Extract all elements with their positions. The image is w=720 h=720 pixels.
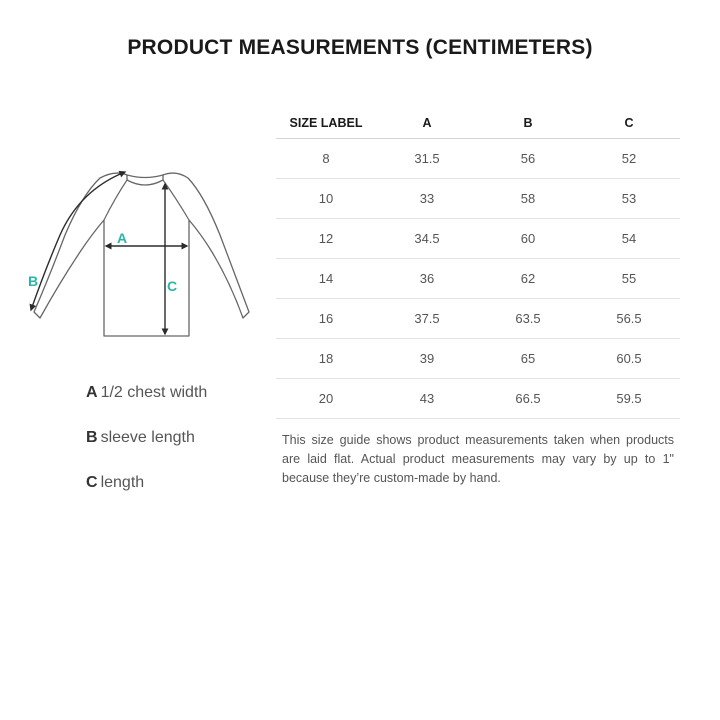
legend-letter: B bbox=[86, 429, 98, 446]
header-b: B bbox=[478, 108, 578, 139]
label-a: A bbox=[117, 230, 128, 246]
legend-item-a bbox=[86, 382, 266, 427]
cell-a: 36 bbox=[376, 259, 478, 299]
cell-size: 20 bbox=[276, 379, 376, 419]
cell-b: 60 bbox=[478, 219, 578, 259]
size-table bbox=[276, 108, 680, 419]
page-title: PRODUCT MEASUREMENTS (CENTIMETERS) bbox=[127, 36, 593, 59]
raglan-seam-right bbox=[163, 180, 189, 220]
header-a: A bbox=[376, 108, 478, 139]
shirt-collar bbox=[127, 175, 163, 185]
legend-text: sleeve length bbox=[100, 429, 195, 446]
cell-a: 43 bbox=[376, 379, 478, 419]
legend-text: length bbox=[100, 474, 145, 491]
cell-c: 59.5 bbox=[578, 379, 680, 419]
table-row bbox=[276, 139, 680, 179]
cell-a: 33 bbox=[376, 179, 478, 219]
table-row bbox=[276, 219, 680, 259]
size-guide-note: This size guide shows product measurements taken when products are laid flat. Actual product measurements may vary by up to 1" because they’re custom-made by hand. bbox=[282, 433, 674, 485]
measurement-legend bbox=[86, 382, 266, 517]
table-row bbox=[276, 339, 680, 379]
legend-letter: C bbox=[86, 474, 98, 491]
cell-a: 31.5 bbox=[376, 139, 478, 179]
raglan-seam-left bbox=[104, 180, 127, 220]
header-size-label: SIZE LABEL bbox=[276, 108, 376, 139]
legend-text: 1/2 chest width bbox=[100, 384, 208, 401]
cell-a: 34.5 bbox=[376, 219, 478, 259]
cell-size: 10 bbox=[276, 179, 376, 219]
label-b: B bbox=[28, 273, 39, 289]
table-row bbox=[276, 259, 680, 299]
cell-c: 56.5 bbox=[578, 299, 680, 339]
table-row bbox=[276, 179, 680, 219]
cell-b: 63.5 bbox=[478, 299, 578, 339]
cell-size: 16 bbox=[276, 299, 376, 339]
header-c: C bbox=[578, 108, 680, 139]
table-header-row bbox=[276, 108, 680, 139]
arrow-b bbox=[31, 172, 128, 310]
cell-b: 62 bbox=[478, 259, 578, 299]
cell-c: 54 bbox=[578, 219, 680, 259]
cell-c: 52 bbox=[578, 139, 680, 179]
cell-size: 12 bbox=[276, 219, 376, 259]
cell-a: 37.5 bbox=[376, 299, 478, 339]
cell-c: 55 bbox=[578, 259, 680, 299]
cell-size: 18 bbox=[276, 339, 376, 379]
cell-b: 66.5 bbox=[478, 379, 578, 419]
cell-size: 8 bbox=[276, 139, 376, 179]
legend-item-c bbox=[86, 472, 266, 517]
cell-a: 39 bbox=[376, 339, 478, 379]
legend-item-b bbox=[86, 427, 266, 472]
cell-size: 14 bbox=[276, 259, 376, 299]
cell-c: 53 bbox=[578, 179, 680, 219]
shirt-outline bbox=[34, 173, 249, 336]
table-row bbox=[276, 379, 680, 419]
shirt-diagram bbox=[20, 160, 270, 350]
label-c: C bbox=[167, 278, 178, 294]
cell-b: 58 bbox=[478, 179, 578, 219]
cell-b: 65 bbox=[478, 339, 578, 379]
table-row bbox=[276, 299, 680, 339]
legend-letter: A bbox=[86, 384, 98, 401]
cell-c: 60.5 bbox=[578, 339, 680, 379]
cell-b: 56 bbox=[478, 139, 578, 179]
